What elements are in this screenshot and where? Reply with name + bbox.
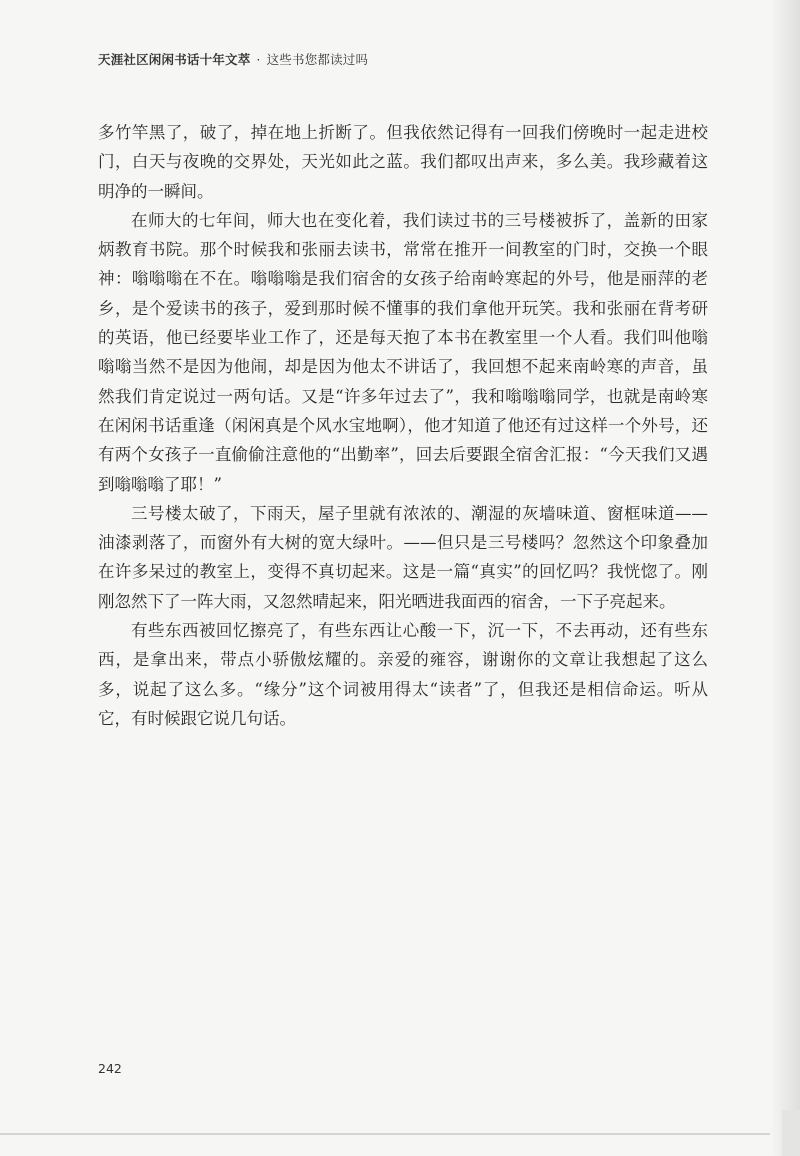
scan-edge-line [0,1133,770,1135]
paragraph-continued: 多竹竿黑了，破了，掉在地上折断了。但我依然记得有一回我们傍晚时一起走进校门，白天与夜晚的交界处，天光如此之蓝。我们都叹出声来，多么美。我珍藏着这明净的一瞬间。 [98,123,708,201]
paragraph: 三号楼太破了，下雨天，屋子里就有浓浓的、潮湿的灰墙味道、窗框味道——油漆剥落了，而窗外有大树的宽大绿叶。——但只是三号楼吗？忽然这个印象叠加在许多呆过的教室上，变得不真切起来。这是一篇“真实”的回忆吗？我恍惚了。刚刚忽然下了一阵大雨，又忽然晴起来，阳光晒进我面西的宿舍，一下子亮起来。 [98,503,708,611]
page-corner-strip [782,1110,800,1156]
page-edge-shadow [770,0,800,1156]
header-separator: · [256,52,261,67]
page-number: 242 [98,1061,122,1076]
header-subtitle: 这些书您都读过吗 [266,52,369,67]
paragraph: 有些东西被回忆擦亮了，有些东西让心酸一下，沉一下，不去再动，还有些东西，是拿出来，带点小骄傲炫耀的。亲爱的雍容，谢谢你的文章让我想起了这么多，说起了这么多。“缘分”这个词被用得太“读者”了，但我还是相信命运。听从它，有时候跟它说几句话。 [98,621,708,728]
paragraph: 在师大的七年间，师大也在变化着，我们读过书的三号楼被拆了，盖新的田家炳教育书院。那个时候我和张丽去读书，常常在推开一间教室的门时，交换一个眼神：嗡嗡嗡在不在。嗡嗡嗡是我们宿舍的女孩子给南岭寒起的外号，他是丽萍的老乡，是个爱读书的孩子，爱到那时候不懂事的我们拿他开玩笑。我和张丽在背考研的英语，他已经要毕业工作了，还是每天抱了本书在教室里一个人看。我们叫他嗡嗡嗡当然不是因为他闹，却是因为他太不讲话了，我回想不起来南岭寒的声音，虽然我们肯定说过一两句话。又是“许多年过去了”，我和嗡嗡嗡同学，也就是南岭寒在闲闲书话重逢（闲闲真是个风水宝地啊），他才知道了他还有过这样一个外号，还有两个女孩子一直偷偷注意他的“出勤率”，回去后要跟全宿舍汇报：“今天我们又遇到嗡嗡嗡了耶！” [98,210,708,494]
header-title: 天涯社区闲闲书话十年文萃 [98,52,251,67]
running-header [98,50,368,68]
body-text [98,118,708,733]
